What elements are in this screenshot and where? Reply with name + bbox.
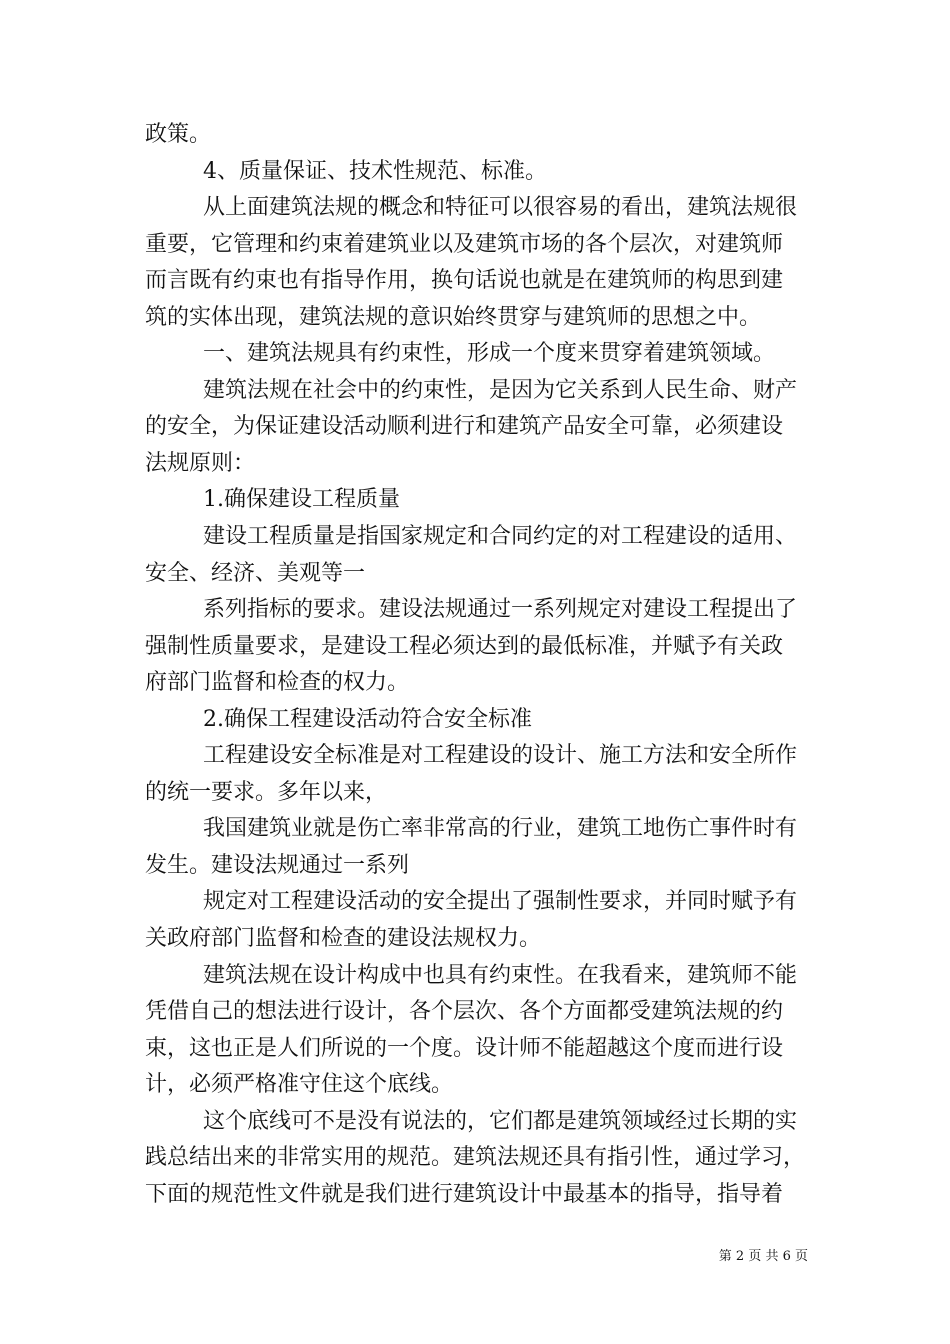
text-line: 关政府部门监督和检查的建设法规权力。 — [145, 926, 542, 952]
text-line: 工程建设安全标准是对工程建设的设计、施工方法和安全所作 — [203, 743, 798, 769]
text-line: 凭借自己的想法进行设计，各个层次、各个方面都受建筑法规的约 — [145, 999, 784, 1025]
text-line: 1.确保建设工程质量 — [203, 487, 400, 513]
text-line: 重要，它管理和约束着建筑业以及建筑市场的各个层次，对建筑师 — [145, 231, 784, 257]
text-line: 一、建筑法规具有约束性，形成一个度来贯穿着建筑领域。 — [203, 341, 776, 367]
page-number: 第 2 页 共 6 页 — [718, 1249, 808, 1264]
text-line: 建筑法规在设计构成中也具有约束性。在我看来，建筑师不能 — [203, 962, 798, 988]
text-line: 的安全，为保证建设活动顺利进行和建筑产品安全可靠，必须建设 — [145, 414, 784, 440]
text-line: 4、质量保证、技术性规范、标准。 — [203, 158, 547, 184]
text-line: 践总结出来的非常实用的规范。建筑法规还具有指引性，通过学习， — [145, 1145, 806, 1171]
text-line: 法规原则： — [145, 450, 256, 476]
text-line: 安全、经济、美观等一 — [145, 560, 366, 586]
body-text — [145, 117, 810, 1213]
text-line: 而言既有约束也有指导作用，换句话说也就是在建筑师的构思到建 — [145, 268, 784, 294]
text-line: 筑的实体出现，建筑法规的意识始终贯穿与建筑师的思想之中。 — [145, 304, 762, 330]
text-line: 从上面建筑法规的概念和特征可以很容易的看出，建筑法规很 — [203, 195, 798, 221]
text-line: 规定对工程建设活动的安全提出了强制性要求，并同时赋予有 — [203, 889, 798, 915]
text-line: 建筑法规在社会中的约束性，是因为它关系到人民生命、财产 — [203, 377, 798, 403]
text-line: 我国建筑业就是伤亡率非常高的行业，建筑工地伤亡事件时有 — [203, 816, 798, 842]
text-line: 这个底线可不是没有说法的，它们都是建筑领域经过长期的实 — [203, 1108, 798, 1134]
text-line: 计，必须严格准守住这个底线。 — [145, 1072, 454, 1098]
text-line: 强制性质量要求，是建设工程必须达到的最低标准，并赋予有关政 — [145, 633, 784, 659]
text-line: 建设工程质量是指国家规定和合同约定的对工程建设的适用、 — [203, 524, 798, 550]
text-line: 系列指标的要求。建设法规通过一系列规定对建设工程提出了 — [203, 597, 798, 623]
text-line: 束，这也正是人们所说的一个度。设计师不能超越这个度而进行设 — [145, 1035, 784, 1061]
text-line: 2.确保工程建设活动符合安全标准 — [203, 706, 532, 732]
text-line: 发生。建设法规通过一系列 — [145, 852, 410, 878]
text-line: 下面的规范性文件就是我们进行建筑设计中最基本的指导，指导着 — [145, 1181, 784, 1207]
text-line: 政策。 — [145, 122, 212, 147]
text-line: 的统一要求。多年以来， — [145, 779, 388, 805]
text-line: 府部门监督和检查的权力。 — [145, 670, 410, 696]
